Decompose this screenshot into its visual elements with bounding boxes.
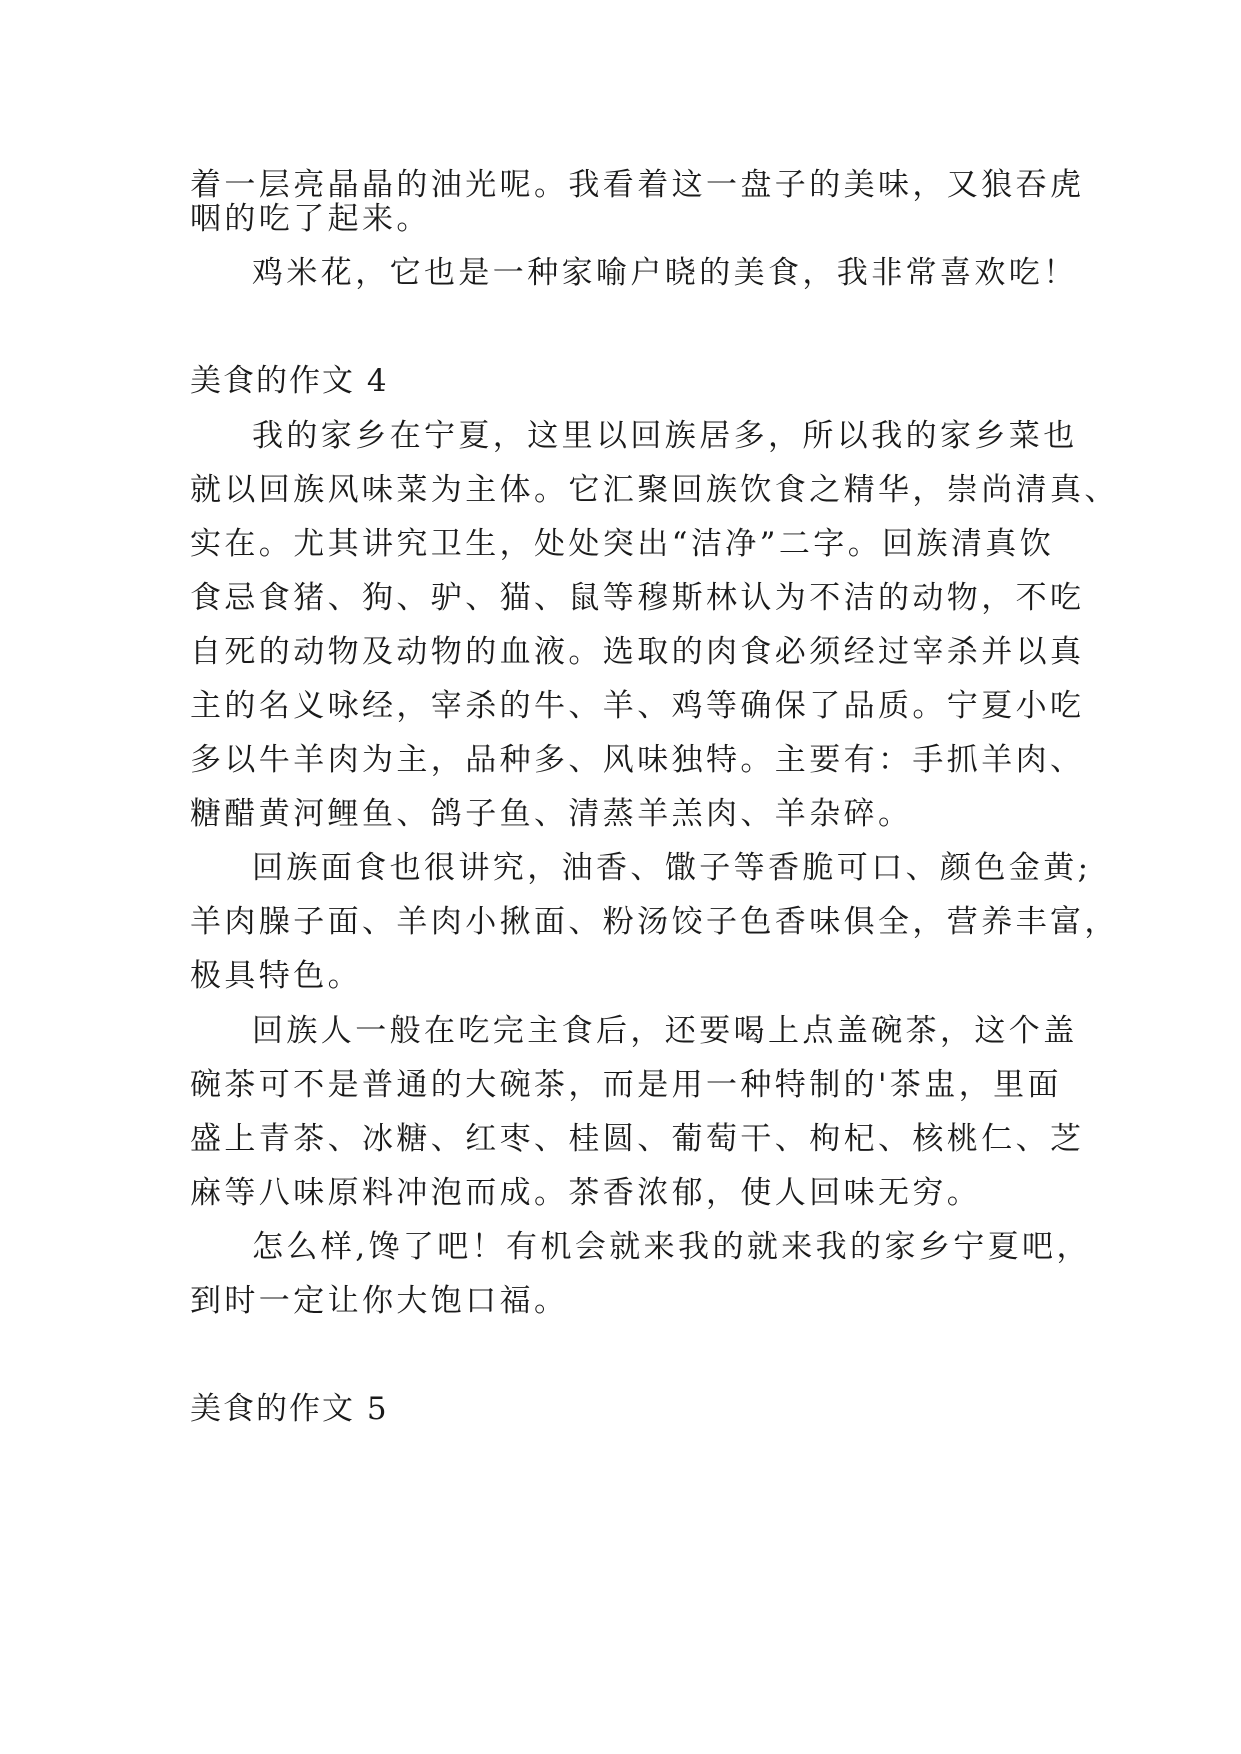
text-line: 食忌食猪、狗、驴、猫、鼠等穆斯林认为不洁的动物，不吃 — [190, 580, 1085, 616]
text-line: 多以牛羊肉为主，品种多、风味独特。主要有：手抓羊肉、 — [190, 742, 1085, 778]
text-line: 实在。尤其讲究卫生，处处突出“洁净”二字。回族清真饮 — [190, 526, 1055, 562]
text-line: 糖醋黄河鲤鱼、鸽子鱼、清蒸羊羔肉、羊杂碎。 — [190, 796, 913, 832]
text-line: 主的名义咏经，宰杀的牛、羊、鸡等确保了品质。宁夏小吃 — [190, 688, 1085, 724]
text-line: 自死的动物及动物的血液。选取的肉食必须经过宰杀并以真 — [190, 634, 1085, 670]
text-line: 羊肉臊子面、羊肉小揪面、粉汤饺子色香味俱全，营养丰富， — [190, 904, 1119, 940]
text-line: 到时一定让你大饱口福。 — [190, 1283, 569, 1319]
text-line: 咽的吃了起来。 — [190, 201, 431, 237]
text-line: 极具特色。 — [190, 958, 362, 994]
text-line: 我的家乡在宁夏，这里以回族居多，所以我的家乡菜也 — [252, 418, 1078, 454]
text-line: 回族人一般在吃完主食后，还要喝上点盖碗茶，这个盖 — [252, 1013, 1078, 1049]
text-line: 就以回族风味菜为主体。它汇聚回族饮食之精华，崇尚清真、 — [190, 472, 1119, 508]
essay-heading: 美食的作文 4 — [190, 363, 389, 399]
text-line: 怎么样,馋了吧！有机会就来我的就来我的家乡宁夏吧， — [252, 1229, 1091, 1265]
text-line: 鸡米花，它也是一种家喻户晓的美食，我非常喜欢吃！ — [252, 255, 1078, 291]
text-line: 碗茶可不是普通的大碗茶，而是用一种特制的'茶盅，里面 — [190, 1067, 1062, 1103]
text-line: 麻等八味原料冲泡而成。茶香浓郁，使人回味无穷。 — [190, 1175, 982, 1211]
essay-heading: 美食的作文 5 — [190, 1391, 389, 1427]
text-line: 着一层亮晶晶的油光呢。我看着这一盘子的美味，又狼吞虎 — [190, 167, 1085, 203]
text-line: 盛上青茶、冰糖、红枣、桂圆、葡萄干、枸杞、核桃仁、芝 — [190, 1121, 1085, 1157]
text-line: 回族面食也很讲究，油香、馓子等香脆可口、颜色金黄; — [252, 850, 1092, 886]
